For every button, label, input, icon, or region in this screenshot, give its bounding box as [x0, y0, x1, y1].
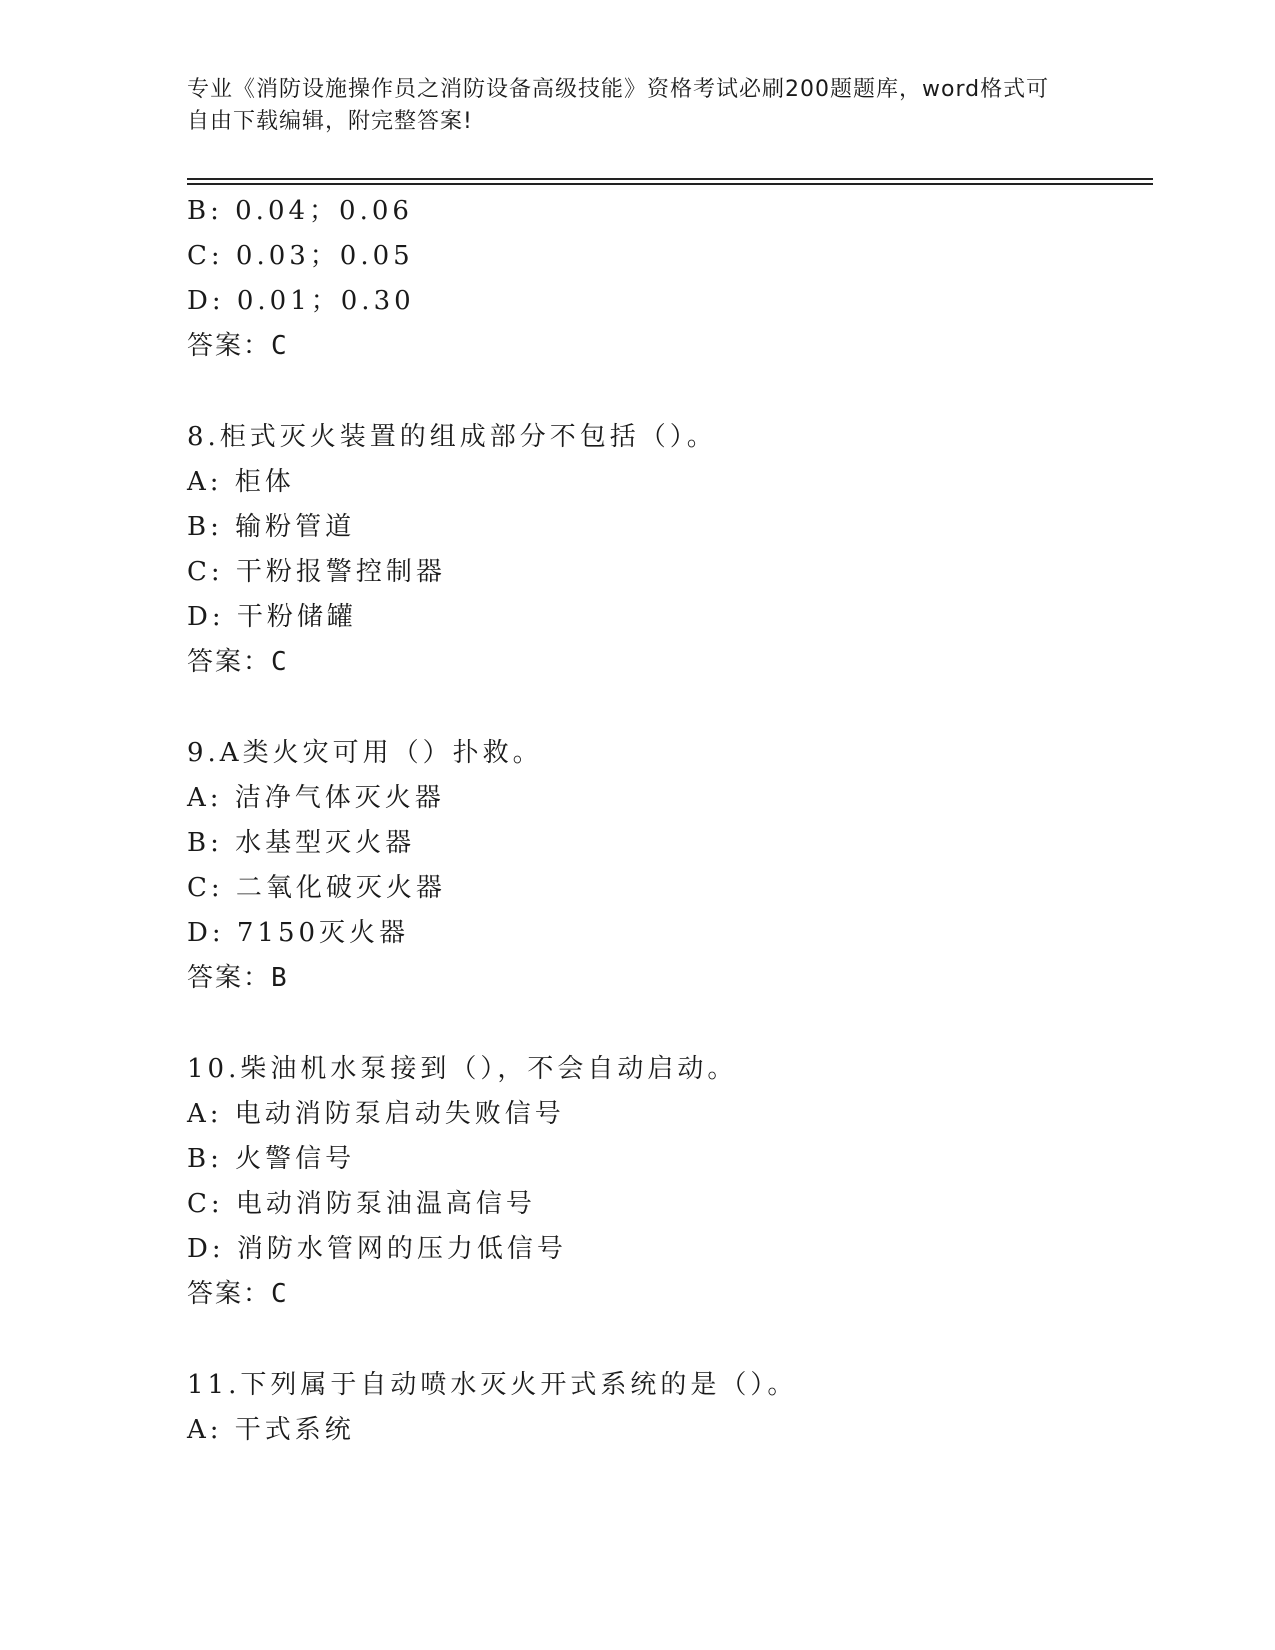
q8-option-d: D: 干粉储罐 — [187, 602, 357, 632]
q8-stem: 8.柜式灭火装置的组成部分不包括（）。 — [187, 422, 717, 452]
answer-label: 答案： — [187, 1279, 272, 1309]
answer-value: C — [271, 331, 289, 361]
q9-option-d: D: 7150灭火器 — [187, 918, 410, 948]
q11-stem: 11.下列属于自动喷水灭火开式系统的是（）。 — [187, 1370, 798, 1400]
header-divider-top — [187, 178, 1153, 180]
q7-option-b: B: 0.04；0.06 — [187, 196, 413, 226]
q8-option-b: B: 输粉管道 — [187, 512, 356, 542]
q8-answer — [187, 645, 289, 679]
q11-option-a: A: 干式系统 — [187, 1415, 355, 1445]
q9-answer — [187, 961, 289, 995]
answer-label: 答案： — [187, 963, 272, 993]
answer-value: C — [271, 647, 289, 677]
answer-label: 答案： — [187, 331, 272, 361]
q7-option-d: D: 0.01；0.30 — [187, 286, 415, 316]
q7-answer — [187, 329, 289, 363]
q8-option-a: A: 柜体 — [187, 467, 295, 497]
q10-answer — [187, 1277, 289, 1311]
q10-option-c: C: 电动消防泵油温高信号 — [187, 1189, 536, 1219]
q10-option-d: D: 消防水管网的压力低信号 — [187, 1234, 567, 1264]
q9-stem: 9.A类火灾可用（）扑救。 — [187, 738, 543, 768]
answer-value: B — [271, 963, 289, 993]
q9-option-b: B: 水基型灭火器 — [187, 828, 416, 858]
q10-stem: 10.柴油机水泵接到（），不会自动启动。 — [187, 1054, 738, 1084]
q10-option-a: A: 电动消防泵启动失败信号 — [187, 1099, 565, 1129]
q8-option-c: C: 干粉报警控制器 — [187, 557, 446, 587]
q10-option-b: B: 火警信号 — [187, 1144, 356, 1174]
answer-label: 答案： — [187, 647, 272, 677]
answer-value: C — [271, 1279, 289, 1309]
q9-option-c: C: 二氧化破灭火器 — [187, 873, 446, 903]
q9-option-a: A: 洁净气体灭火器 — [187, 783, 445, 813]
q7-option-c: C: 0.03；0.05 — [187, 241, 414, 271]
document-header: 专业《消防设施操作员之消防设备高级技能》资格考试必刷200题题库，word格式可自由下载编辑，附完整答案! — [187, 77, 1050, 134]
header-divider-bottom — [187, 183, 1153, 185]
